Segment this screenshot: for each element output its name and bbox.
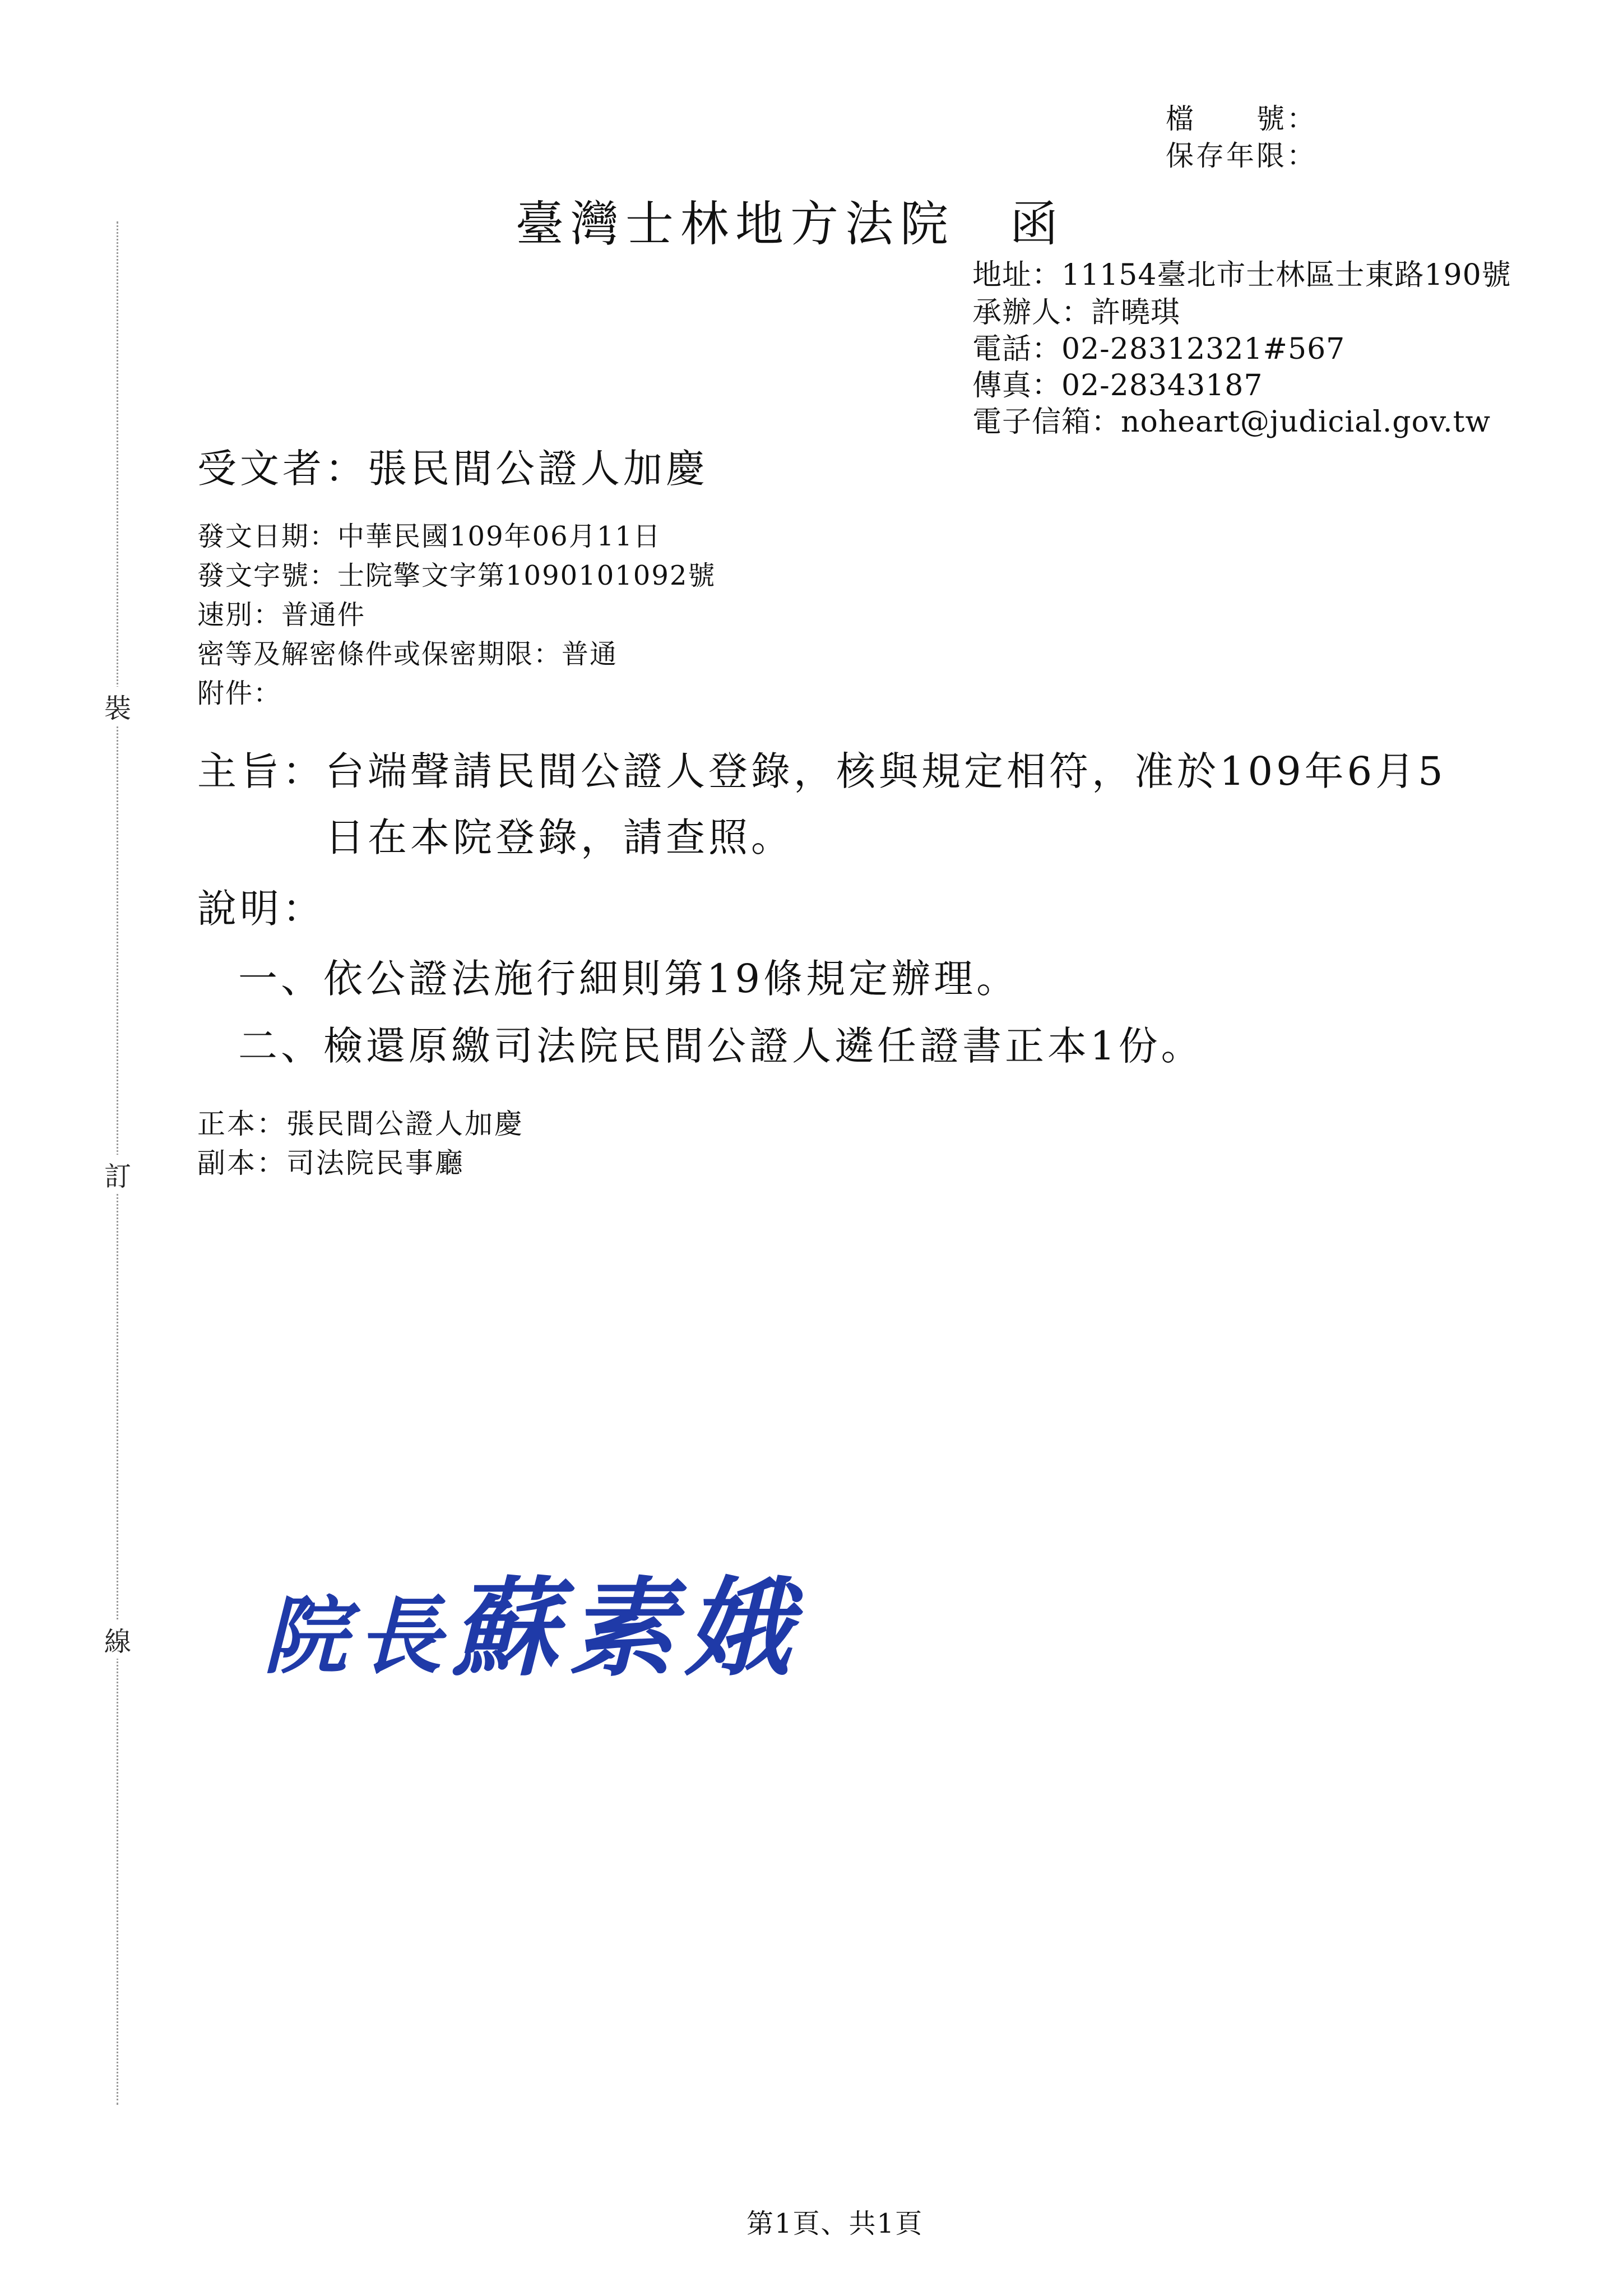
contact-email: 電子信箱：noheart@judicial.gov.tw	[972, 405, 1491, 439]
explanation-item-1: 一、依公證法施行細則第19條規定辦理。	[238, 956, 1019, 1002]
explanation-item-2: 二、檢還原繳司法院民間公證人遴任證書正本1份。	[238, 1023, 1204, 1069]
contact-handler: 承辦人：許曉琪	[972, 296, 1181, 330]
issue-date: 發文日期：中華民國109年06月11日	[197, 521, 661, 552]
attachments: 附件：	[197, 678, 282, 709]
security-level: 密等及解密條件或保密期限：普通	[197, 638, 618, 670]
binding-char-ding: 訂	[102, 1155, 133, 1193]
page-number: 第1頁、共1頁	[746, 2208, 924, 2239]
signature-title: 院長	[263, 1587, 452, 1686]
subject-line-2: 日在本院登錄，請查照。	[325, 814, 794, 860]
contact-address: 地址：11154臺北市士林區士東路190號	[972, 258, 1511, 292]
delivery-speed: 速別：普通件	[197, 599, 366, 631]
contact-phone: 電話：02-28312321#567	[972, 332, 1346, 366]
contact-fax: 傳真：02-28343187	[972, 369, 1263, 402]
binding-char-xian: 線	[102, 1620, 133, 1659]
archive-file-number: 檔 號：	[1166, 103, 1317, 135]
recipient: 受文者：張民間公證人加慶	[197, 446, 708, 492]
document-title: 臺灣士林地方法院 函	[516, 196, 1065, 252]
archive-retention-period: 保存年限：	[1166, 140, 1317, 172]
signature-name: 蘇素娥	[452, 1566, 802, 1691]
subject-line-1: 台端聲請民間公證人登錄，核與規定相符，准於109年6月5	[325, 748, 1446, 794]
subject-label: 主旨：	[197, 748, 325, 794]
copy-recipient: 副本：司法院民事廳	[197, 1147, 465, 1179]
original-recipient: 正本：張民間公證人加慶	[197, 1108, 524, 1140]
explanation-label: 說明：	[197, 886, 325, 932]
binding-char-zhuang: 裝	[102, 687, 133, 725]
document-number: 發文字號：士院擎文字第1090101092號	[197, 560, 716, 591]
president-signature	[263, 1536, 947, 1721]
